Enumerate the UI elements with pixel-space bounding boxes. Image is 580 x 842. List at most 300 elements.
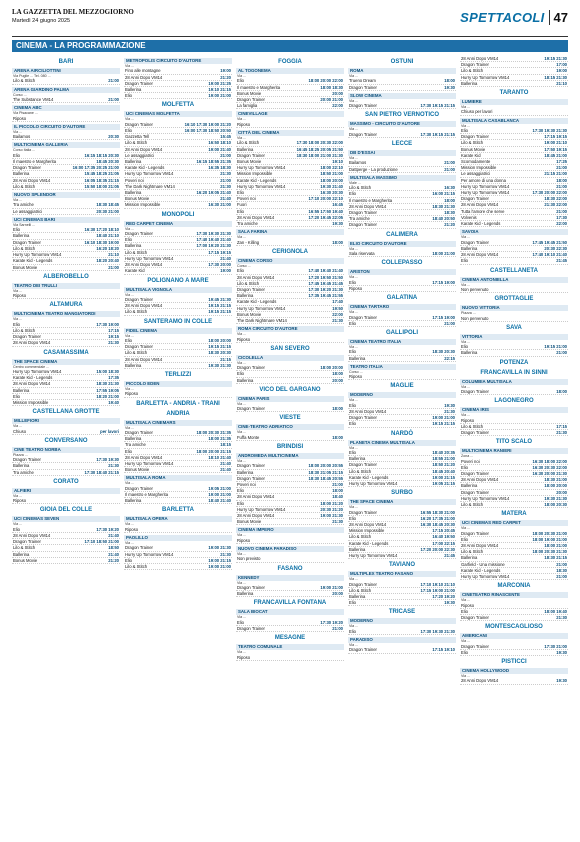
film-title: Riposo <box>13 498 27 504</box>
showtimes: 21:30 22:00 <box>544 202 567 208</box>
film-title: Elio <box>349 628 356 634</box>
film-title: Elio <box>13 152 20 158</box>
city-heading: BARLETTA - ANDRIA - TRANI <box>136 400 220 407</box>
film-title: Lilo & Stitch <box>125 564 148 570</box>
showtimes: 16:20 17:35 21:00 <box>420 515 455 521</box>
showtimes: 21:15 <box>220 356 231 362</box>
film-title: Hurry Up Tomorrow VM14 <box>349 553 398 558</box>
film-title: Dattperge - La produzione <box>349 166 398 172</box>
cinema-address: Via ... <box>461 674 471 679</box>
film-title: Karate Kid - Legends <box>13 375 53 381</box>
showtimes: 18:30 21:00 <box>544 477 567 483</box>
film-title: Tra amiche <box>349 216 370 222</box>
film-title: Karate Kid <box>125 268 145 274</box>
cinema-name: MASSIMO - CIRCUITO D'AUTORE <box>348 121 456 127</box>
cinema-name: CINE TEATRO NORBA <box>12 447 120 453</box>
film-title: Dragon Trainer <box>349 647 377 653</box>
city-heading: CONVERSANO <box>44 437 88 444</box>
film-title: Ballerina <box>461 555 478 561</box>
city-heading: MARCONIA <box>497 583 531 590</box>
film-title: Lilo & Stitch <box>349 534 372 540</box>
showtimes: 18:00 <box>332 434 343 440</box>
showtime-row <box>348 132 456 138</box>
film-title: Ballerina <box>125 87 142 93</box>
film-title: Ballerina <box>461 80 478 86</box>
showtimes: 18:40 20:35 <box>432 449 455 455</box>
city-heading: POLIGNANO A MARE <box>147 277 209 284</box>
showtimes: 18:00 21:00 <box>432 251 455 257</box>
showtimes: 19:45 21:30 <box>208 296 231 302</box>
city-heading: ALTAMURA <box>49 302 83 309</box>
listing-column <box>236 56 344 836</box>
cinema-address: Via ... <box>237 401 247 406</box>
showtimes: 18:50 <box>108 545 119 551</box>
cinema-address: Centro commerciale ... <box>13 364 50 369</box>
film-title: Lilo & Stitch <box>461 140 484 146</box>
film-title: Tra amiche <box>125 442 146 448</box>
film-title: Riposo <box>125 391 139 397</box>
cinema-address: Corso ... <box>349 369 363 374</box>
showtimes: 21:00 <box>332 626 343 632</box>
showtimes: 18:10 21:40 <box>208 454 231 460</box>
showtime-row <box>348 629 456 635</box>
showtimes: 16:20 18:20 <box>96 245 119 251</box>
showtimes: 18:00 20:00 20:55 <box>308 463 343 469</box>
film-title: Non previsto <box>237 556 261 562</box>
showtimes: 17:15 19:00 <box>432 279 455 285</box>
showtimes: 17:40 19:40 21:40 <box>308 268 343 274</box>
showtime-row <box>348 600 456 606</box>
showtime-row <box>124 498 232 504</box>
film-title: Riposo <box>349 285 363 291</box>
film-title: Ballerina <box>349 355 366 361</box>
city-heading: MONTESCAGLIOSO <box>485 624 543 631</box>
showtimes: 21:20 <box>108 557 119 563</box>
showtimes: 21:45 <box>556 258 567 264</box>
showtimes: 20:30 <box>108 134 119 140</box>
city-heading: CASTELLANETA <box>490 267 538 274</box>
film-title: 28 Anni Dopo VM14 <box>125 146 163 152</box>
showtimes: 22:15 <box>444 355 455 361</box>
film-title: Riposo <box>13 115 27 121</box>
showtime-row <box>236 435 344 441</box>
film-title: 28 Anni Dopo VM14 <box>461 678 499 684</box>
showtimes: 20:30 22:30 <box>544 245 567 251</box>
showtimes: 19:30 <box>556 649 567 655</box>
film-title: Poveri noi <box>237 196 256 202</box>
cinema-name: CINE-TEATRO ADRIATICO <box>236 424 344 430</box>
city-heading: SAN PIETRO VERNOTICO <box>364 112 439 119</box>
showtime-row <box>124 527 232 533</box>
showtimes: 16:20 19:05 21:40 <box>196 190 231 196</box>
film-title: Sala riservata <box>349 251 375 257</box>
showtimes: 21:30 <box>332 519 343 525</box>
film-title: Elio <box>237 488 244 494</box>
film-title: Riposo <box>349 374 363 380</box>
showtimes: 16:00 17:30 18:50 20:50 <box>184 128 231 134</box>
showtimes: 19:50 <box>332 305 343 311</box>
showtimes: 17:30 20:00 22:00 <box>532 190 567 196</box>
film-title: Ballerina <box>13 551 30 557</box>
showtimes: 17:30 <box>556 214 567 220</box>
cinema-address: Via ... <box>349 127 359 132</box>
showtimes: 17:30 19:20 21:30 <box>308 286 343 292</box>
film-title: Bonus Movie <box>237 519 262 525</box>
showtimes: 18:00 21:35 <box>208 436 231 442</box>
masthead-right <box>460 10 568 25</box>
cinema-address: Via ... <box>237 458 247 463</box>
city-heading: SAN SEVERO <box>270 345 310 352</box>
showtime-row <box>348 553 456 559</box>
cinema-address: Via ... <box>349 643 359 648</box>
showtimes: 16:00 21:15 <box>432 191 455 197</box>
showtimes: 17:30 19:00 <box>96 321 119 327</box>
city-heading: CASTELLANA GROTTE <box>32 409 100 416</box>
film-title: Elio <box>461 649 468 655</box>
showtimes: 21:40 <box>220 196 231 202</box>
showtimes: 21:00 <box>108 264 119 270</box>
showtimes: 17:30 19:20 <box>320 619 343 625</box>
cinema-address: Via Sarnelli ... <box>13 222 36 227</box>
city-heading: TARANTO <box>499 90 529 97</box>
film-title: Dragon Trainer <box>13 165 41 171</box>
showtime-row <box>460 650 568 656</box>
film-title: Ballerina <box>461 350 478 356</box>
showtime-row <box>124 564 232 570</box>
showtime-row <box>12 558 120 564</box>
showtimes: 17:35 19:45 21:55 <box>308 293 343 299</box>
film-title: Tra amiche <box>237 221 258 227</box>
cinema-name: UCI CINEMAS SEVEN <box>12 516 120 522</box>
city-heading: COLLEPASSO <box>381 260 423 267</box>
film-title: Trueno Dream <box>349 78 376 84</box>
film-title: Ballerina <box>125 190 142 196</box>
film-title: Dragon Trainer <box>349 222 377 228</box>
film-title: Garfield - Una missione <box>461 561 505 567</box>
film-title: Hurry Up Tomorrow VM14 <box>349 480 398 486</box>
showtimes: 21:30 <box>220 183 231 189</box>
showtimes: 19:00 <box>556 68 567 74</box>
film-title: Elio <box>349 320 356 326</box>
film-title: Elio <box>237 619 244 625</box>
showtimes: 20:00 21:00 <box>320 97 343 103</box>
film-title: Poveri noi <box>125 177 144 183</box>
film-title: Elio <box>461 128 468 134</box>
cinema-name: CINEMA TARTARO <box>348 304 456 310</box>
showtime-row <box>12 400 120 406</box>
showtimes: 21:00 <box>444 320 455 326</box>
city-heading: MATERA <box>501 511 527 518</box>
showtime-row <box>12 265 120 271</box>
film-title: Dragon Trainer <box>461 429 489 435</box>
cinema-name: CICOLELLA <box>236 355 344 361</box>
page-number: 47 <box>549 10 568 25</box>
film-title: Elio <box>13 227 20 233</box>
film-title: Ballerina <box>125 159 142 165</box>
film-title: Dragon Trainer <box>349 131 377 137</box>
cinema-address: Via ... <box>349 505 359 510</box>
film-title: Hurry Up Tomorrow VM14 <box>237 506 286 512</box>
film-title: Elio <box>461 258 468 264</box>
cinema-name: MULTISALA VIGNOLA <box>124 287 232 293</box>
showtimes: 20:00 <box>332 591 343 597</box>
showtimes: 18:00 <box>444 78 455 84</box>
film-title: Lilo & Stitch <box>125 249 148 255</box>
cinema-address: Via ... <box>125 425 135 430</box>
city-heading: CALIMERA <box>386 231 418 238</box>
film-title: Riposo <box>125 526 139 532</box>
film-title: Dragon Trainer <box>125 485 153 491</box>
showtimes: 17:40 19:10 21:40 <box>532 252 567 258</box>
showtimes: 17:30 19:15 21:15 <box>420 103 455 109</box>
showtimes: 21:45 <box>444 553 455 558</box>
city-heading: FRANCAVILLA IN SINNI <box>480 369 548 376</box>
showtimes: 18:30 21:05 21:15 <box>308 469 343 475</box>
showtimes: 17:30 20:00 <box>208 262 231 268</box>
showtimes: 18:00 <box>556 177 567 183</box>
cinema-address: Via ... <box>349 74 359 78</box>
showtimes: 18:00 21:00 <box>544 543 567 548</box>
cinema-address: Corso ... <box>13 92 27 97</box>
showtime-row <box>12 116 120 122</box>
showtimes: 21:00 <box>220 152 231 158</box>
city-heading: TITO SCALO <box>495 439 533 446</box>
showtimes: 21:00 <box>556 574 567 580</box>
cinema-address: Via ... <box>349 398 359 403</box>
showtime-row <box>124 202 232 208</box>
film-title: Fuori <box>237 202 247 208</box>
film-title: 28 Anni Dopo VM14 <box>13 533 51 538</box>
film-title: Lilo & Stitch <box>237 140 260 146</box>
showtime-row <box>236 318 344 324</box>
cinema-name: MULTISALA CASABLANCA <box>460 118 568 124</box>
showtimes: 21:10 <box>108 252 119 258</box>
showtimes: 16:45 18:25 20:05 21:50 <box>296 146 343 152</box>
film-title: Riposo <box>461 602 475 608</box>
city-heading: GROTTAGLIE <box>494 296 534 303</box>
city-heading: VICO DEL GARGANO <box>259 386 321 393</box>
film-title: Elio <box>349 349 356 355</box>
cinema-name: MODERNO <box>348 618 456 624</box>
showtime-row <box>460 350 568 356</box>
showtime-row <box>348 286 456 292</box>
cinema-address: Via ... <box>125 226 135 231</box>
paper-name: LA GAZZETTA DEL MEZZOGIORNO <box>12 8 134 16</box>
showtime-row <box>236 655 344 661</box>
film-title: Gazzetta Tell <box>125 134 150 140</box>
cinema-name: LUMIERE <box>460 99 568 105</box>
showtimes: 19:15 21:15 <box>208 344 231 350</box>
film-title: Lilo & Stitch <box>13 245 36 251</box>
showtimes: 18:30 22:00 <box>544 196 567 202</box>
film-title: Riposo <box>13 293 27 299</box>
film-title: Il maestro e Margherita <box>237 84 281 90</box>
city-heading: LECCE <box>391 141 413 148</box>
cinema-name: CINEMA CORSO <box>236 258 344 264</box>
film-title: Per amore di una donna <box>461 177 506 183</box>
showtime-row <box>236 221 344 227</box>
film-title: Dragon Trainer <box>237 365 265 371</box>
film-title: Dragon Trainer <box>349 314 377 320</box>
listing-column <box>348 56 456 836</box>
film-title: Elio <box>461 344 468 350</box>
city-heading: FASANO <box>277 565 303 572</box>
showtimes: 15:50 18:00 21:05 <box>84 183 119 189</box>
showtimes: 17:00 19:20 21:30 <box>196 243 231 249</box>
showtimes: 22:00 <box>332 103 343 109</box>
film-title: Elio <box>349 515 356 521</box>
showtimes: 17:15 <box>556 423 567 429</box>
showtimes: 19:00 21:00 <box>320 585 343 591</box>
showtimes: 19:30 <box>444 402 455 408</box>
film-title: Dragon Trainer <box>461 615 489 621</box>
showtimes: 19:15 21:30 <box>544 56 567 61</box>
cinema-name: SLOW CINEMA <box>348 93 456 99</box>
showtimes: 20:00 <box>332 377 343 383</box>
cinema-address: Via ... <box>349 156 359 161</box>
film-title: Karate Kid - Legends <box>13 258 53 264</box>
cinema-address: Via ... <box>461 384 471 389</box>
showtime-row <box>236 122 344 128</box>
showtimes: 16:10 17:30 19:00 21:20 <box>184 121 231 127</box>
showtimes: 19:30 21:30 <box>208 362 231 368</box>
cinema-name: PICCOLO EDEN <box>124 381 232 387</box>
showtime-row <box>460 109 568 115</box>
showtimes: 16:15 18:55 21:35 <box>196 159 231 165</box>
cinema-address: Via ... <box>237 332 247 337</box>
showtimes: 19:00 21:25 <box>208 80 231 86</box>
film-title: Ballerina <box>237 591 254 597</box>
cinema-address: Via ... <box>13 198 23 203</box>
showtimes: 18:30 18:45 <box>96 202 119 208</box>
film-title: Hurry Up Tomorrow VM14 <box>13 368 62 374</box>
cinema-name: CINEMA IRIS <box>460 407 568 413</box>
showtimes: 18:00 20:00 <box>320 177 343 183</box>
film-title: Ballerina <box>13 387 30 393</box>
showtimes: 17:30 18:00 20:30 22:00 <box>296 140 343 146</box>
film-title: 28 Anni Dopo VM14 <box>237 494 275 500</box>
showtimes: 15:45 <box>220 134 231 140</box>
showtime-row <box>12 97 120 103</box>
section-title: SPETTACOLI <box>460 10 545 25</box>
showtimes: 18:30 20:30 <box>432 349 455 355</box>
cinema-address: Corso Italia ... <box>13 148 36 153</box>
showtimes: 18:00 18:30 <box>320 84 343 90</box>
showtimes: 16:35 18:30 <box>208 165 231 171</box>
cinema-address: Via ... <box>349 98 359 103</box>
film-title: Dragon Trainer <box>461 470 489 476</box>
film-title: Bonus Movie <box>461 146 486 152</box>
city-heading: MAGLIE <box>390 383 414 390</box>
film-title: Dragon Trainer <box>461 530 489 536</box>
showtimes: 21:00 <box>108 97 119 103</box>
film-title: Hurry Up Tomorrow VM14 <box>125 255 174 261</box>
cinema-name: TEATRO COMUNALE <box>236 644 344 650</box>
showtimes: 19:00 21:00 <box>208 93 231 99</box>
film-title: Lilo & Stitch <box>461 423 484 429</box>
film-title: 28 Anni Dopo VM14 <box>349 408 387 414</box>
cinema-address: Via ... <box>237 136 247 141</box>
film-title: Elio <box>13 526 20 532</box>
showtimes: 21:30 <box>108 463 119 469</box>
showtime-row <box>124 363 232 369</box>
cinema-name: SALA BIOCAT <box>236 609 344 615</box>
showtimes: 18:00 <box>556 388 567 394</box>
showtimes: 18:30 21:15 <box>544 555 567 561</box>
showtime-row <box>124 391 232 397</box>
film-title: 28 Anni Dopo VM14 <box>125 454 163 460</box>
film-title: Elio <box>237 268 244 274</box>
showtimes: 17:20 19:50 21:50 <box>308 274 343 280</box>
film-title: Lilo & Stitch <box>13 183 36 189</box>
city-heading: ALBEROBELLO <box>43 273 89 280</box>
showtimes: 19:30 <box>444 84 455 90</box>
film-title: Dragon Trainer <box>349 415 377 421</box>
showtimes: 17:15 19:10 <box>432 647 455 653</box>
showtimes: 21:30 <box>444 408 455 414</box>
cinema-address: Via ... <box>13 317 23 322</box>
city-heading: BARI <box>58 59 74 65</box>
film-title: Dragon Trainer <box>461 388 489 394</box>
showtimes: 18:40 21:40 <box>208 498 231 504</box>
film-title: 28 Anni Dopo VM14 <box>125 303 163 309</box>
showtimes: 20:00 <box>332 90 343 96</box>
film-title: Lilo & Stitch <box>125 140 148 146</box>
film-title: 28 Anni Dopo VM14 <box>237 274 275 280</box>
film-title: Karate Kid - Legends <box>461 567 501 573</box>
showtime-row <box>348 251 456 257</box>
cinema-name: MULTISALA MASSIMO <box>348 175 456 181</box>
film-title: 28 Anni Dopo VM14 <box>461 252 499 258</box>
film-title: Poveri noi <box>237 481 256 487</box>
film-title: Hurry Up Tomorrow VM14 <box>237 165 286 171</box>
film-title: Dragon Trainer <box>237 286 265 292</box>
film-title: 28 Anni Dopo VM14 <box>349 203 387 209</box>
film-title: Elio <box>237 78 244 84</box>
showtime-row <box>460 221 568 227</box>
film-title: Dragon Trainer <box>237 406 265 412</box>
film-title: Ballerina <box>461 245 478 251</box>
showtimes: 17:20 19:20 <box>432 594 455 600</box>
showtimes: 17:10 18:50 21:00 <box>84 539 119 545</box>
cinema-name: MULTICINEMA GALLERIA <box>12 142 120 148</box>
showtimes: 16:55 17:50 19:40 <box>308 208 343 214</box>
showtimes: 18:30 21:30 <box>432 203 455 209</box>
showtimes: 16:30 20:30 22:00 <box>532 464 567 470</box>
showtimes: 22:00 <box>556 221 567 227</box>
film-title: Elio <box>237 500 244 506</box>
showtimes: 18:00 20:00 <box>320 365 343 371</box>
showtimes: 18:20 20:40 <box>96 258 119 264</box>
city-heading: GIOIA DEL COLLE <box>39 507 93 514</box>
film-title: Mission Impossible <box>125 202 161 208</box>
showtimes: per lavori <box>100 428 119 434</box>
film-title: Lilo & Stitch <box>125 350 148 356</box>
showtimes: 17:20 20:00 22:30 <box>420 546 455 552</box>
showtimes: 17:40 <box>332 299 343 305</box>
showtimes: 19:00 21:30 <box>320 513 343 518</box>
film-title: Elio <box>125 337 132 343</box>
cinema-address: Via ... <box>461 639 471 644</box>
film-title: Elio <box>237 208 244 214</box>
cinema-name: MODERNO <box>348 392 456 398</box>
film-title: Hurry Up Tomorrow VM14 <box>125 171 174 177</box>
cinema-name: ELIO CIRCUITO D'AUTORE <box>348 241 456 247</box>
cinema-address: Via ... <box>461 235 471 240</box>
cinema-name: SALA FARINA <box>236 229 344 235</box>
film-title: Elio <box>13 393 20 399</box>
film-title: Lilo & Stitch <box>349 185 372 191</box>
